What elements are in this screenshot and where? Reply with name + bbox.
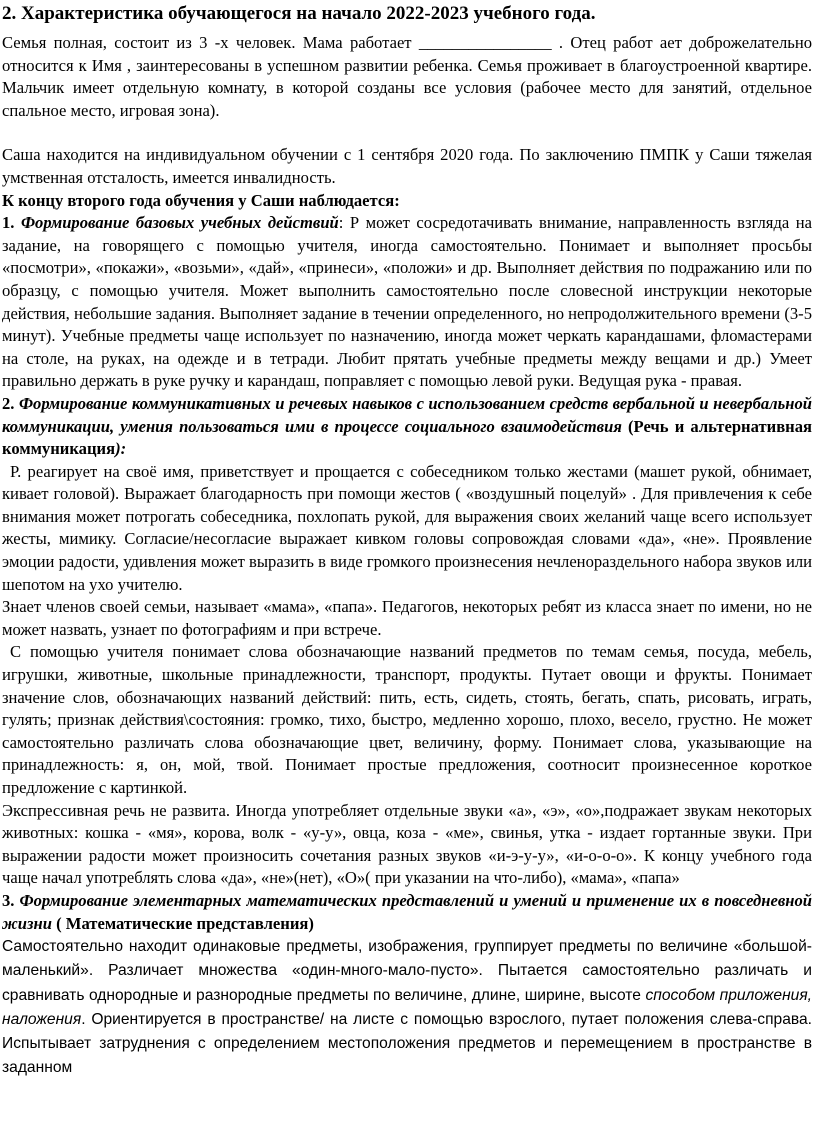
section-2-paragraph-1: Р. реагирует на своё имя, приветствует и прощается с собеседником только жестами (машет рукой, обнимает, кивает головой). Выражает благодарность при помощи жестов ( «воздушный поцелуй» . Для привлечения к себе внимания может потрогать собеседника, похлопать рукой, для выражения своих желаний чаще всего использует жесты, мимику. Согласие/несогласие выражает кивком головы сопровождая словами «да», «не». Проявление эмоции радости, удивления может выразить в виде громкого произнесения нечленораздельного набора звуков или шепотом на ухо учителю. [2,461,812,594]
section-2-paragraph-2: Знает членов своей семьи, называет «мама», «папа». Педагогов, некоторых ребят из класса знает по имени, но не может назвать, узнает по фотографиям и при встрече. [2,597,812,639]
section-2-number: 2. [2,393,19,413]
section-3-text-a: Самостоятельно находит одинаковые предметы, изображения, группирует предметы по величине «большой-маленький». Различает множества «один-много-мало-пусто». Пытается самостоятельно различать и сравнивать однородные и разнородные предметы по величине, длине, ширине, высоте [2,938,812,1004]
section-2-title: Формирование коммуникативных и речевых навыков с использованием средств вербальной и невербальной коммуникации, умения пользоваться ими в процессе социального взаимодействия [2,393,812,436]
section-1-text: : Р может сосредотачивать внимание, направленность взгляда на задание, на говорящего с помощью учителя, иногда самостоятельно. Понимает и выполняет просьбы «посмотри», «покажи», «возьми», «дай», «принеси», «положи» и др. Выполняет действия по подражанию или по образцу, с помощью учителя. Может выполнить самостоятельно после словесной инструкции некоторые действия, небольшие задания. Выполняет задание в течении определенного, но непродолжительного времени (3-5 минут). Учебные предметы чаще использует по назначению, иногда может черкать карандашами, фломастерами на столе, на руках, на одежде и в тетради. Любит прятать учебные предметы между вещами и др.) Умеет правильно держать в руке ручку и карандаш, поправляет с помощью левой руки. Ведущая рука - правая. [2,213,813,391]
section-2-subtitle-end: ): [115,439,127,459]
diagnosis-paragraph: Саша находится на индивидуальном обучении с 1 сентября 2020 года. По заключению ПМПК у Саши тяжелая умственная отсталость, имеется инвалидность. [2,145,812,187]
section-1 [2,212,812,393]
section-3-heading [2,890,812,935]
blank-line [2,122,812,144]
section-3-text-italic: способом приложения, наложения [2,986,812,1028]
section-3-subtitle: ( Математические представления) [51,913,314,933]
section-2-heading [2,393,812,461]
section-3-text-b: . Ориентируется в пространстве/ на листе с помощью взрослого, путает положения слева-справа. Испытывает затруднения с определением местоположения предметов и перемещением в пространстве в заданном [2,1010,812,1077]
section-3-text [2,935,812,1080]
section-1-title: Формирование базовых учебных действий [20,213,339,233]
section-1-number: 1. [2,213,21,233]
section-3-title: Формирование элементарных математических представлений и умений и применение их в повседневной жизни [2,890,812,933]
family-paragraph: Семья полная, состоит из 3 -х человек. Мама работает ________________ . Отец работ ает доброжелательно относится к Имя , заинтересованы в успешном развитии ребенка. Семья проживает в благоустроенной квартире. Мальчик имеет отдельную комнату, в которой созданы все условия (рабочее место для занятий, отдельное спальное место, игровая зона). [2,33,812,120]
observed-heading: К концу второго года обучения у Саши наблюдается: [2,190,400,210]
section-2-subtitle: (Речь и альтернативная коммуникация [2,416,812,459]
section-2-paragraph-4: Экспрессивная речь не развита. Иногда употребляет отдельные звуки «а», «э», «о»,подражает звукам некоторых животных: кошка - «мя», корова, волк - «у-у», овца, коза - «ме», свинья, утка - издает гортанные звуки. При выражении радости может произносить сочетания разных звуков «и-э-у-у», «и-о-о-о». К концу учебного года чаще начал употреблять слова «да», «не»(нет), «О»( при указании на что-либо), «мама», «папа» [2,800,812,888]
section-2-paragraph-3: С помощью учителя понимает слова обозначающие названий предметов по темам семья, посуда, мебель, игрушки, животные, школьные принадлежности, транспорт, продукты. Путает овощи и фрукты. Понимает значение слов, обозначающих названий действий: пить, есть, сидеть, стоять, бегать, спать, рисовать, играть, гулять; признак действия\состояния: громко, тихо, быстро, медленно хорошо, плохо, весело, грустно. Не может самостоятельно различать слова обозначающие цвет, величину, форму. Понимает слова, указывающие на принадлежность: я, он, мой, твой. Понимает простые предложения, соотносит произнесенное короткое предложение с картинкой. [2,642,812,797]
page-heading: 2. Характеристика обучающегося на начало 2022-2023 учебного года. [2,3,596,24]
section-3-number: 3. [2,890,20,910]
